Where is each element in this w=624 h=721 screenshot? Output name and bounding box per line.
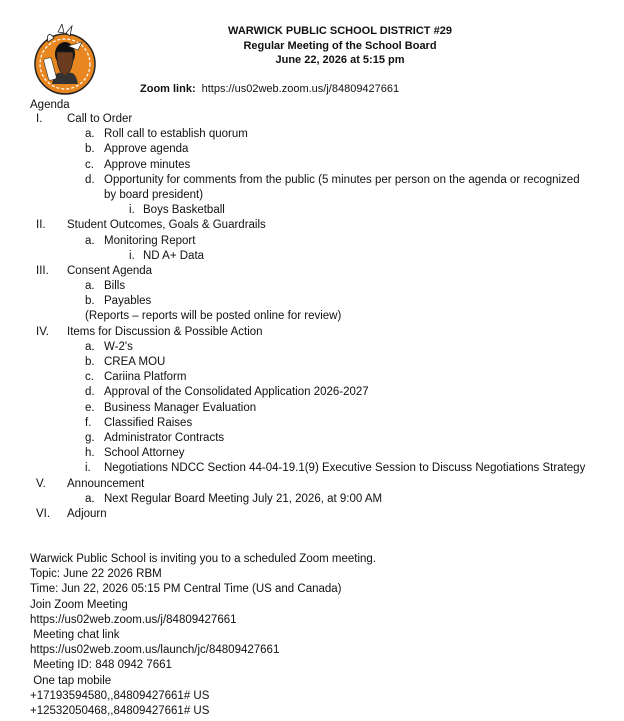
agenda-subitem: a. Next Regular Board Meeting July 21, 2026, at 9:00 AM [85, 492, 383, 505]
agenda-title: Agenda [30, 99, 70, 111]
agenda-subitem: i. Negotiations NDCC Section 44-04-19.1(9) Executive Session to Discuss Negotiations Strategy [85, 462, 586, 475]
agenda [30, 98, 610, 522]
agenda-subitem: a. Bills [85, 280, 126, 293]
district-name: WARWICK PUBLIC SCHOOL DISTRICT #29 [228, 25, 452, 37]
document-header [150, 24, 530, 68]
invite-time: Time: Jun 22, 2026 05:15 PM Central Time (US and Canada) [30, 583, 342, 596]
invite-intro: Warwick Public School is inviting you to a scheduled Zoom meeting. [30, 553, 377, 565]
invite-chat-url[interactable]: https://us02web.zoom.us/launch/jc/84809427661 [30, 644, 280, 657]
zoom-invitation [30, 552, 376, 719]
school-mascot-logo [32, 24, 98, 96]
agenda-subsubitem: i. ND A+ Data [129, 249, 205, 262]
agenda-item: VI. Adjourn [36, 507, 107, 520]
agenda-subitem: g. Administrator Contracts [85, 431, 225, 444]
invite-join-label: Join Zoom Meeting [30, 598, 128, 611]
agenda-subitem: e. Business Manager Evaluation [85, 401, 257, 414]
zoom-link-line [140, 83, 399, 95]
agenda-item: I. Call to Order [36, 113, 133, 125]
invite-topic: Topic: June 22 2026 RBM [30, 568, 162, 581]
agenda-subitem: c. Cariina Platform [85, 371, 187, 384]
invite-meeting-id: Meeting ID: 848 0942 7661 [30, 659, 172, 672]
agenda-subitem: f. Classified Raises [85, 416, 193, 429]
invite-one-tap: One tap mobile [30, 674, 112, 687]
invite-phone-1[interactable]: +17193594580,,84809427661# US [30, 689, 210, 702]
agenda-subitem: a. W-2's [85, 340, 133, 353]
invite-chat-label: Meeting chat link [30, 628, 120, 641]
zoom-link-label: Zoom link: [140, 83, 196, 95]
invite-join-url[interactable]: https://us02web.zoom.us/j/84809427661 [30, 613, 237, 626]
agenda-item: III. Consent Agenda [36, 264, 153, 277]
agenda-subitem: h. School Attorney [85, 447, 185, 460]
agenda-subitem: b. CREA MOU [85, 356, 166, 369]
meeting-title: Regular Meeting of the School Board [243, 39, 437, 52]
agenda-item: IV. Items for Discussion & Possible Action [36, 325, 263, 338]
agenda-note: (Reports – reports will be posted online for review) [85, 310, 342, 323]
agenda-subitem: c. Approve minutes [85, 158, 191, 171]
agenda-subitem: a. Monitoring Report [85, 234, 196, 247]
agenda-subitem: d. Approval of the Consolidated Application 2026-2027 [85, 386, 369, 399]
agenda-subitem: d. Opportunity for comments from the public (5 minutes per person on the agenda or recognized by board president) [85, 173, 580, 201]
agenda-subsubitem: i. Boys Basketball [129, 204, 225, 217]
agenda-item: V. Announcement [36, 477, 145, 490]
meeting-datetime: June 22, 2026 at 5:15 pm [275, 54, 405, 66]
agenda-subitem: b. Approve agenda [85, 143, 189, 156]
agenda-subitem: a. Roll call to establish quorum [85, 128, 248, 141]
agenda-subitem: b. Payables [85, 295, 152, 308]
invite-phone-2[interactable]: +12532050468,,84809427661# US [30, 704, 210, 717]
zoom-link-url[interactable]: https://us02web.zoom.us/j/84809427661 [201, 83, 400, 95]
agenda-item: II. Student Outcomes, Goals & Guardrails [36, 219, 266, 232]
